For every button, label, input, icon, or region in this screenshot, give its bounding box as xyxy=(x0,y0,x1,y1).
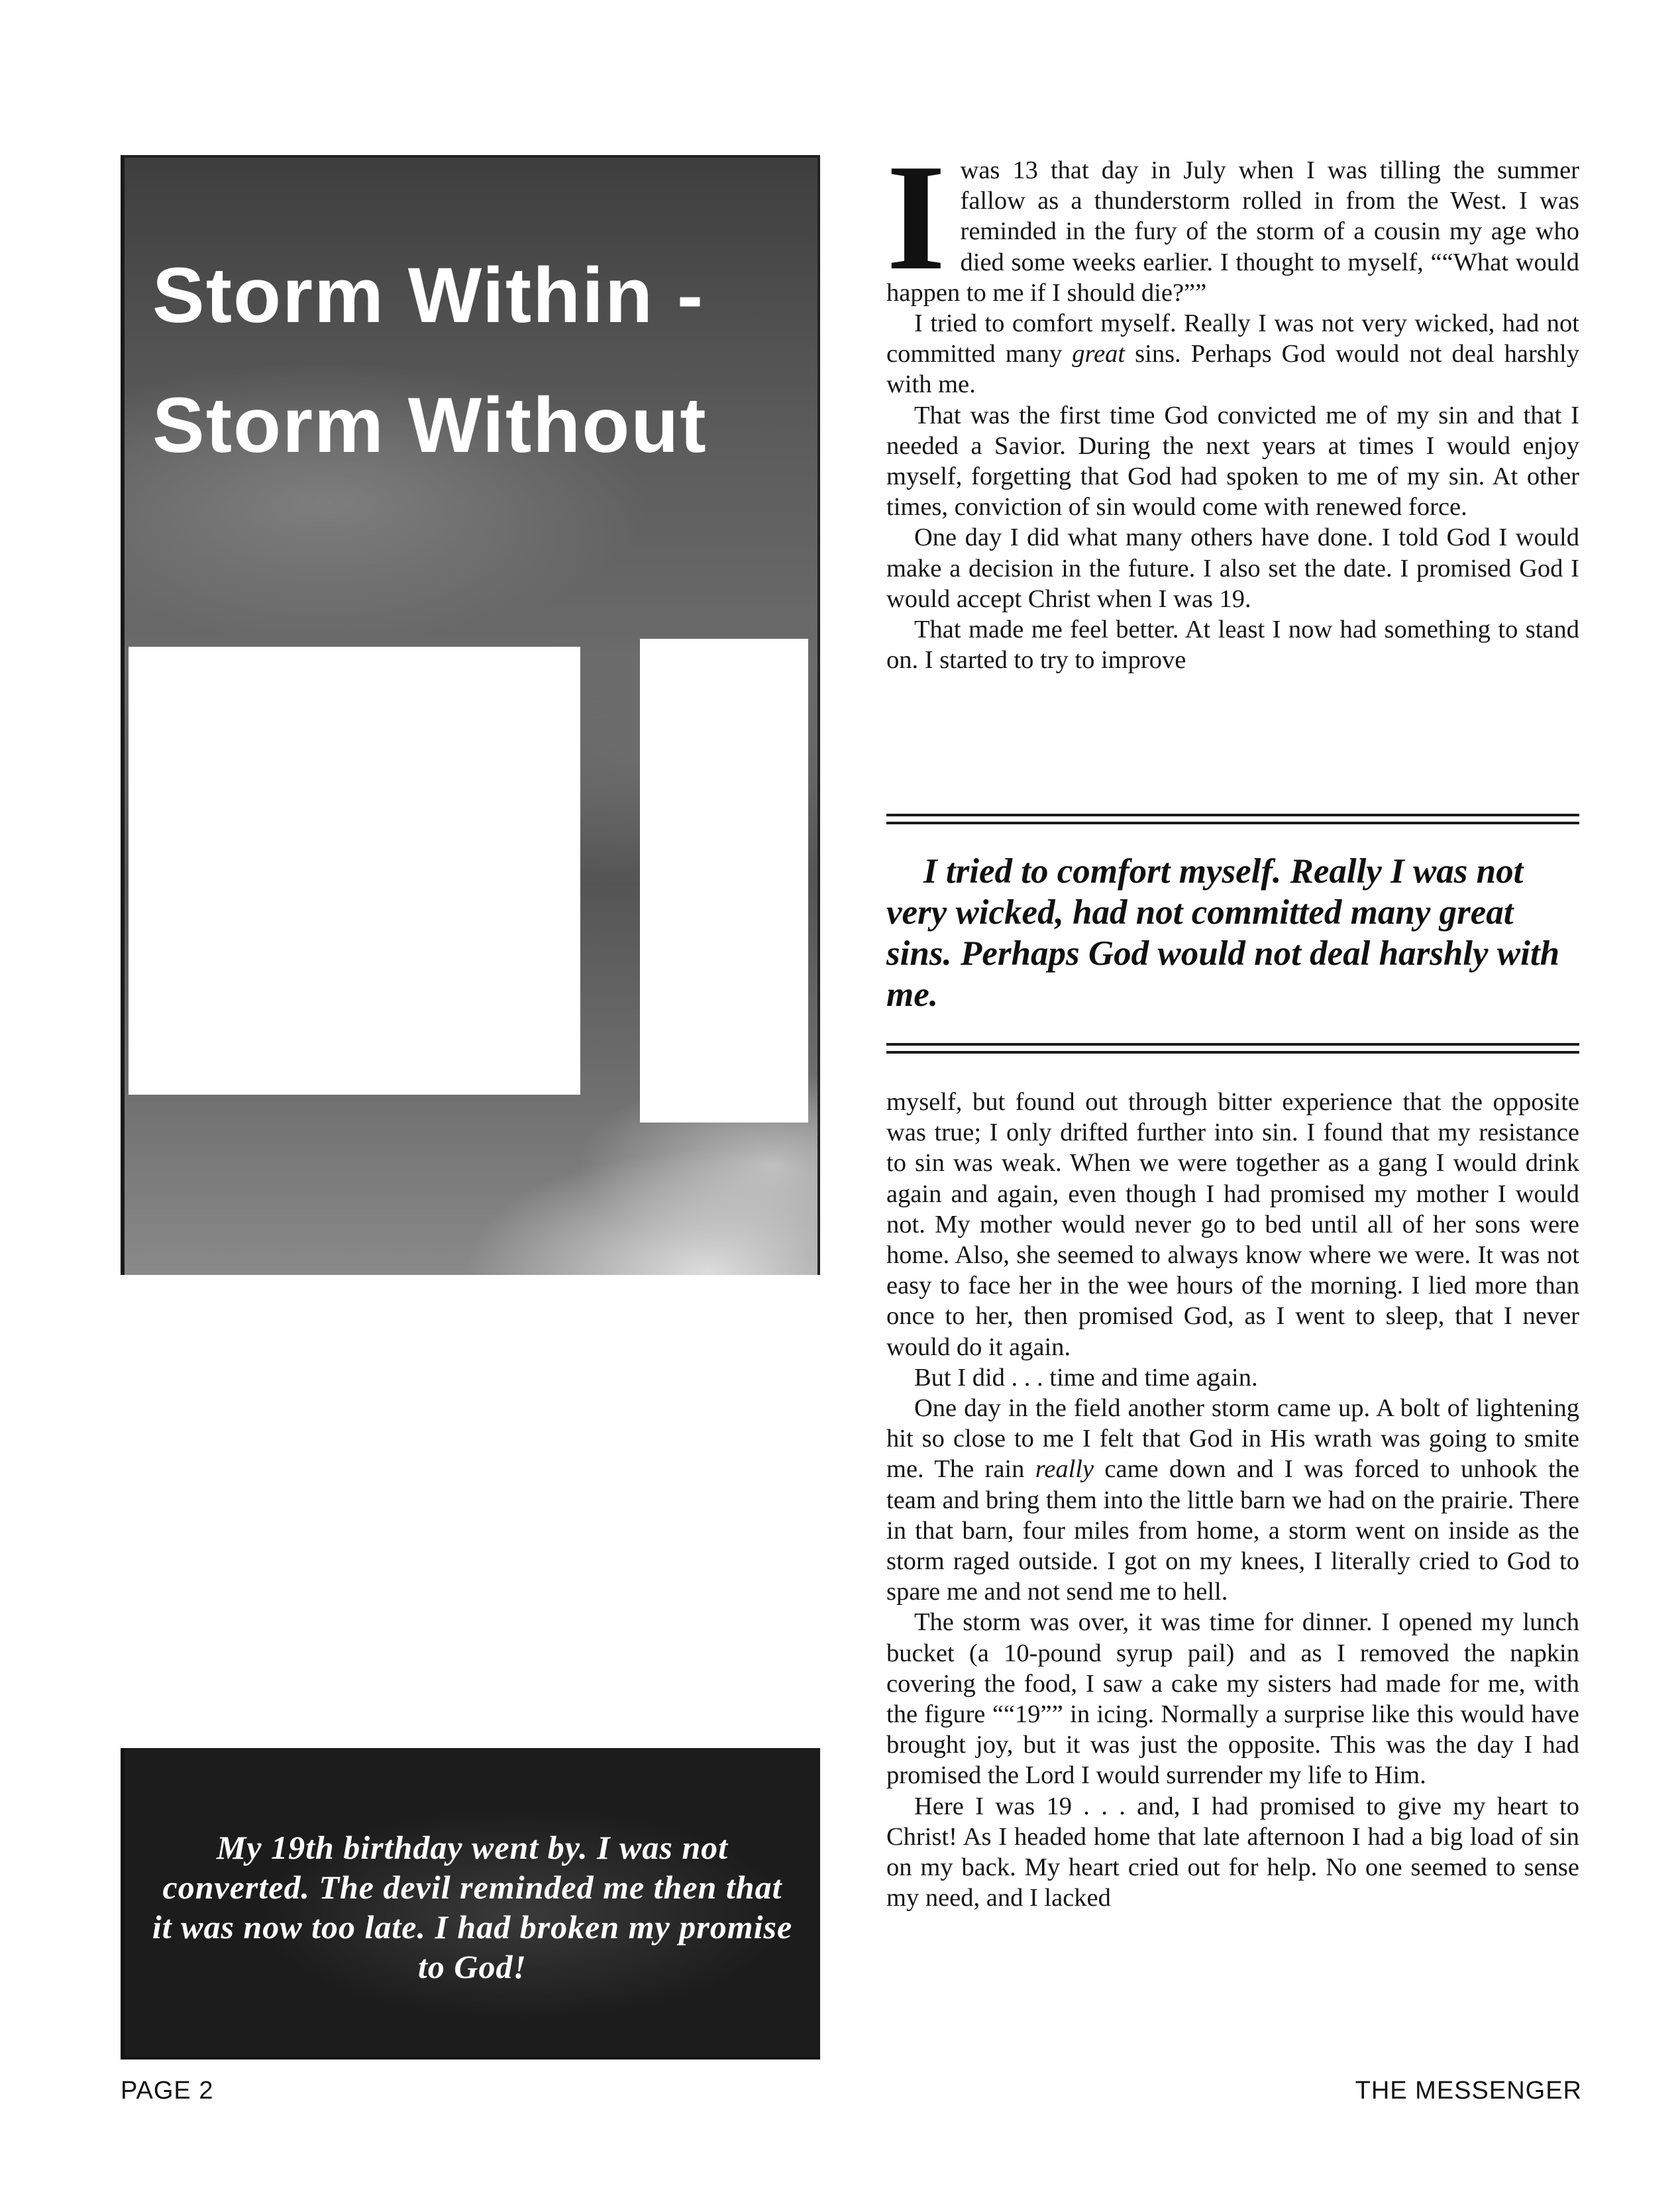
article-title xyxy=(152,231,708,490)
pullquote-rule-top xyxy=(886,814,1579,824)
article-column-bottom xyxy=(886,1087,1579,1913)
paragraph-8 xyxy=(886,1393,1579,1607)
paragraph-10: Here I was 19 . . . and, I had promised to give my heart to Christ! As I headed home that late afternoon I had a big load of sin on my back. My heart cried out for help. No one seemed to sense my need, and I lacked xyxy=(886,1792,1579,1912)
paragraph-2-text-b: sins. Perhaps God would not deal harshly with me. xyxy=(886,340,1579,399)
redacted-block-1 xyxy=(129,647,580,1095)
publication-name: THE MESSENGER xyxy=(1355,2077,1582,2105)
title-line-2: Storm Without xyxy=(152,382,708,469)
paragraph-9: The storm was over, it was time for dinner. I opened my lunch bucket (a 10-pound syrup pail) and as I removed the napkin covering the food, I saw a cake my sisters had made for me, with the figure ““19”” in icing. Normally a surprise like this would have brought joy, but it was just the opposite. This was the day I had promised the Lord I would surrender my life to Him. xyxy=(886,1608,1579,1790)
title-line-1: Storm Within - xyxy=(152,252,705,339)
caption-panel xyxy=(121,1748,820,2060)
photo-caption: My 19th birthday went by. I was not converted. The devil reminded me then that it was now too late. I had broken my promise to God! xyxy=(152,1829,793,1985)
article-column-top xyxy=(886,133,1579,675)
paragraph-3: That was the first time God convicted me of my sin and that I needed a Savior. During the next years at times I would enjoy myself, forgetting that God had spoken to me of my sin. At other times, conviction of sin would come with renewed force. xyxy=(886,401,1579,522)
pullquote-rule-bottom xyxy=(886,1043,1579,1054)
paragraph-1 xyxy=(886,133,1579,308)
paragraph-2 xyxy=(886,308,1579,400)
page-number: PAGE 2 xyxy=(121,2077,214,2105)
paragraph-4: One day I did what many others have done. I told God I would make a decision in the future. I also set the date. I promised God I would accept Christ when I was 19. xyxy=(886,523,1579,613)
paragraph-2-text-a: I tried to comfort myself. Really I was not very wicked, had not committed many xyxy=(886,309,1579,368)
drop-cap: I xyxy=(886,133,946,302)
paragraph-8-emphasis: really xyxy=(1035,1455,1094,1484)
paragraph-2-emphasis: great xyxy=(1072,340,1126,368)
storm-photo xyxy=(121,155,820,1275)
redacted-block-3 xyxy=(121,1275,820,1748)
paragraph-8-text-b: came down and I was forced to unhook the team and bring them into the little barn we had on the prairie. There in that barn, four miles from home, a storm went on inside as the storm raged outside. I got on my knees, I literally cried to God to spare me and not send me to hell. xyxy=(886,1455,1579,1606)
pull-quote: I tried to comfort myself. Really I was not very wicked, had not committed many great sins. Perhaps God would not deal harshly with me. xyxy=(886,852,1560,1014)
paragraph-5: That made me feel better. At least I now had something to stand on. I started to try to improve xyxy=(886,616,1579,675)
redacted-block-2 xyxy=(640,639,808,1123)
paragraph-8-text-a: One day in the field another storm came up. A bolt of lightening hit so close to me I felt that God in His wrath was going to smite me. The rain xyxy=(886,1394,1579,1484)
paragraph-6: myself, but found out through bitter experience that the opposite was true; I only drifted further into sin. I found that my resistance to sin was weak. When we were together as a gang I would drink again and again, even though I had promised my mother I would not. My mother would never go to bed until all of her sons were home. Also, she seemed to always know where we were. It was not easy to face her in the wee hours of the morning. I lied more than once to her, then promised God, as I went to sleep, that I never would do it again. xyxy=(886,1088,1579,1361)
paragraph-7: But I did . . . time and time again. xyxy=(914,1363,1258,1392)
paragraph-1-text: was 13 that day in July when I was tilling the summer fallow as a thunderstorm rolled in from the West. I was reminded in the fury of the storm of a cousin my age who died some weeks earlier. I thought to myself, ““What would happen to me if I should die?”” xyxy=(886,156,1579,307)
